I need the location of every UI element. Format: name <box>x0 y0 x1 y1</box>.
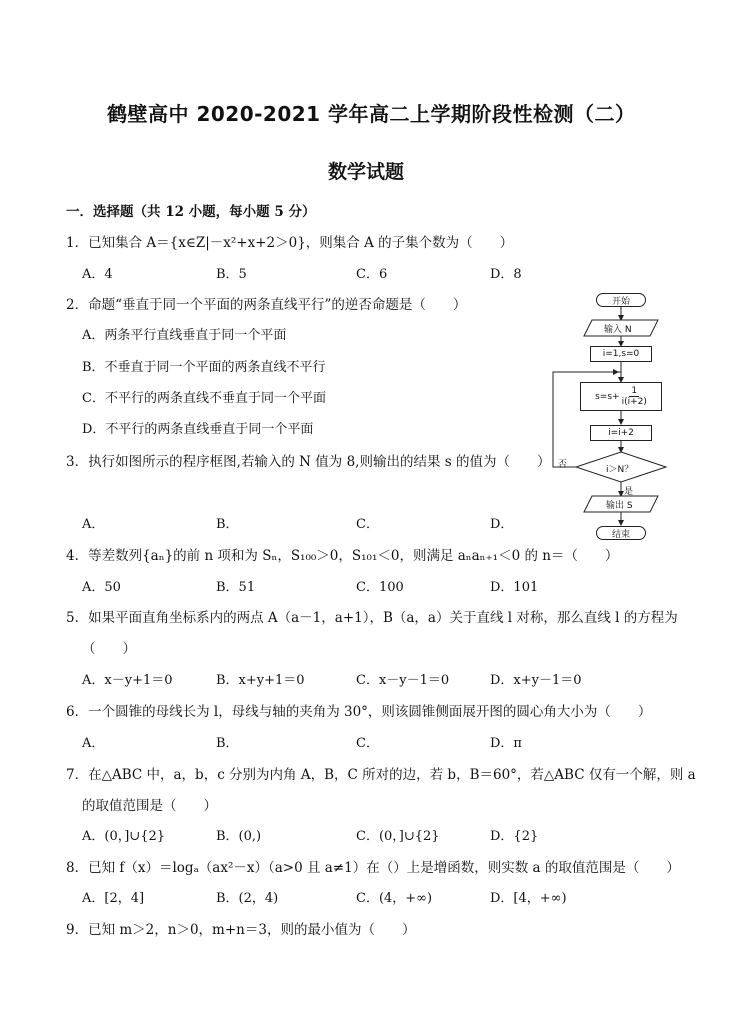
flowchart-frac-num: 1 <box>631 386 638 396</box>
page-subtitle: 数学试题 <box>328 161 405 183</box>
question-8-option-b: B．(2，4) <box>216 891 279 906</box>
question-7-stem: 7．在△ABC 中，a，b，c 分别为内角 A，B，C 所对的边，若 b，B＝60°，若△ABC 仅有一个解，则 a <box>66 767 696 783</box>
question-7-stem-cont: 的取值范围是（ ） <box>82 798 217 814</box>
flowchart-fraction <box>622 386 647 407</box>
flowchart-update-s <box>580 382 662 411</box>
question-3-stem: 3．执行如图所示的程序框图,若输入的 N 值为 8,则输出的结果 s 的值为（ ） <box>66 454 551 470</box>
page-title: 鹤壁高中 2020-2021 学年高二上学期阶段性检测（二） <box>107 102 636 126</box>
question-6-option-a: A． <box>82 736 105 751</box>
question-2-option-c: C．不平行的两条直线不垂直于同一个平面 <box>82 391 326 406</box>
flowchart-init: i=1,s=0 <box>590 346 652 362</box>
flowchart-no-label: 否 <box>558 460 568 470</box>
question-7-option-a: A．(0，]∪{2} <box>82 829 166 844</box>
question-5-option-b: B．x+y+1＝0 <box>216 673 305 688</box>
question-6-stem: 6．一个圆锥的母线长为 l，母线与轴的夹角为 30°，则该圆锥侧面展开图的圆心角大小为（ ） <box>66 704 652 720</box>
question-5-option-a: A．x－y+1＝0 <box>82 673 173 688</box>
flowchart-update-i: i=i+2 <box>590 425 652 441</box>
question-6-option-d: D．π <box>490 736 522 751</box>
flowchart-yes-label: 是 <box>624 487 634 497</box>
question-4-option-a: A．50 <box>82 580 121 595</box>
question-5-stem: 5．如果平面直角坐标系内的两点 A（a－1，a+1），B（a，a）关于直线 l 对称，那么直线 l 的方程为 <box>66 610 678 626</box>
question-1-stem: 1．已知集合 A＝{x∈Z|－x²+x+2＞0}，则集合 A 的子集个数为（ ） <box>66 235 514 251</box>
question-6-option-b: B． <box>216 736 239 751</box>
question-1-option-c: C．6 <box>356 267 388 282</box>
question-2-option-b: B．不垂直于同一个平面的两条直线不平行 <box>82 360 326 375</box>
question-3-option-c: C． <box>356 517 379 532</box>
question-2-stem: 2．命题“垂直于同一个平面的两条直线平行”的逆否命题是（ ） <box>66 297 467 313</box>
question-8-stem: 8．已知 f（x）＝logₐ（ax²－x）（a>0 且 a≠1）在（）上是增函数，则实数 a 的取值范围是（ ） <box>66 860 680 876</box>
question-5-option-d: D．x+y－1＝0 <box>490 673 582 688</box>
question-1-option-b: B．5 <box>216 267 247 282</box>
question-3-option-b: B． <box>216 517 239 532</box>
question-6-option-c: C． <box>356 736 379 751</box>
flowchart-end: 结束 <box>596 526 646 540</box>
flowchart <box>548 290 678 545</box>
flowchart-frac-den: i(i+2) <box>621 397 647 407</box>
flowchart-start: 开始 <box>596 293 646 307</box>
question-4-option-d: D．101 <box>490 580 539 595</box>
question-4-stem: 4．等差数列{aₙ}的前 n 项和为 Sₙ，S₁₀₀＞0，S₁₀₁＜0，则满足 aₙaₙ₊₁＜0 的 n＝（ ） <box>66 548 619 564</box>
flowchart-update-s-prefix: s=s+ <box>595 391 620 402</box>
question-2-option-a: A．两条平行直线垂直于同一个平面 <box>82 328 287 343</box>
question-4-option-c: C．100 <box>356 580 404 595</box>
question-7-option-c: C．(0，]∪{2} <box>356 829 440 844</box>
question-8-option-a: A．[2，4] <box>82 891 145 906</box>
question-3-option-a: A． <box>82 517 105 532</box>
question-1-option-d: D．8 <box>490 267 522 282</box>
question-2-option-d: D．不平行的两条直线垂直于同一个平面 <box>82 422 314 437</box>
question-7-option-d: D．{2} <box>490 829 539 844</box>
question-4-option-b: B．51 <box>216 580 256 595</box>
question-8-option-d: D．[4，+∞) <box>490 891 567 906</box>
question-8-option-c: C．(4，+∞) <box>356 891 433 906</box>
section-heading: 一．选择题（共 12 小题，每小题 5 分） <box>66 204 316 220</box>
question-5-option-c: C．x－y－1＝0 <box>356 673 450 688</box>
question-9-stem: 9．已知 m＞2，n＞0，m+n＝3，则的最小值为（ ） <box>66 922 416 938</box>
question-1-option-a: A．4 <box>82 267 113 282</box>
question-5-stem-cont: （ ） <box>82 641 136 657</box>
question-7-option-b: B．(0,) <box>216 829 262 844</box>
flowchart-condition: i＞N？ <box>606 465 634 475</box>
question-3-option-d: D． <box>490 517 514 532</box>
flowchart-input: 输入 N <box>604 325 632 335</box>
flowchart-output: 输出 S <box>606 501 633 511</box>
